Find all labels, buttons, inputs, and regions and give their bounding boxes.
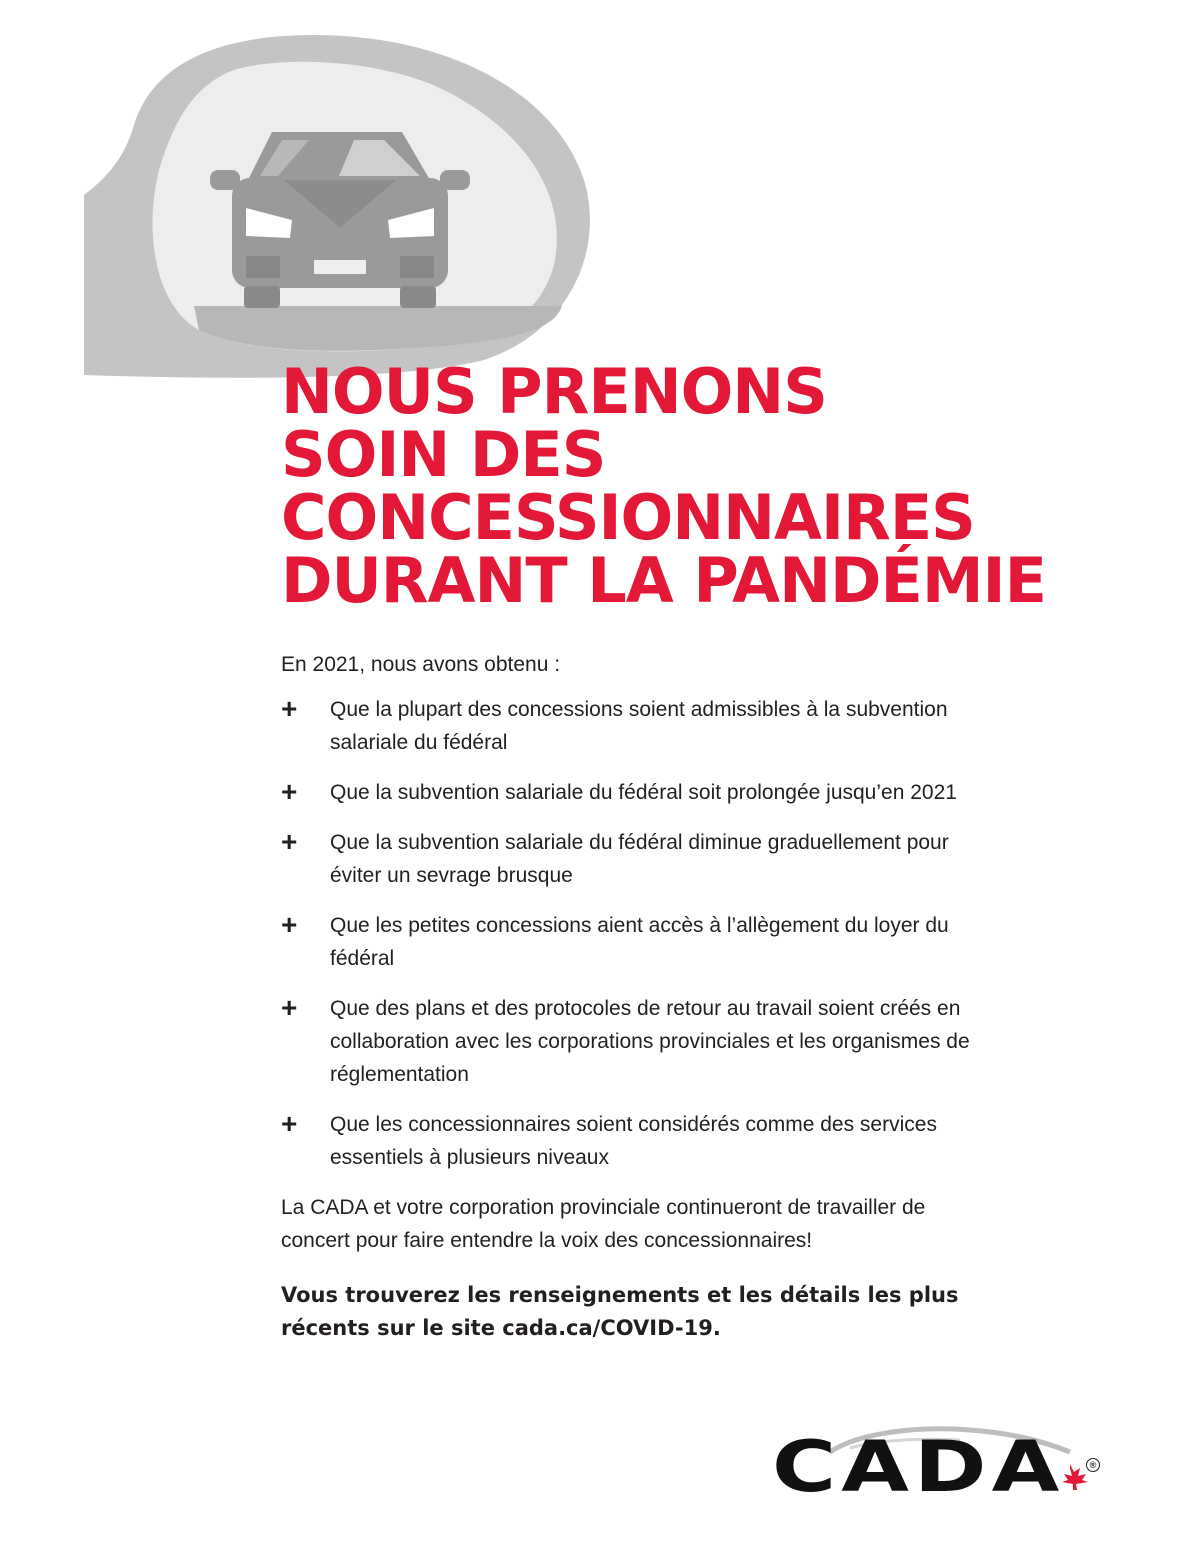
registered-mark: ® bbox=[1086, 1458, 1100, 1472]
headline-line-2: SOIN DES bbox=[281, 418, 606, 491]
plus-icon: + bbox=[281, 909, 298, 940]
plus-icon: + bbox=[281, 992, 298, 1023]
headline-line-1: NOUS PRENONS bbox=[281, 355, 827, 428]
list-item-text: Que la subvention salariale du fédéral soit prolongée jusqu’en 2021 bbox=[330, 781, 957, 804]
plus-icon: + bbox=[281, 1108, 298, 1139]
cta-text: Vous trouverez les renseignements et les détails les plus récents sur le site cada.ca/COVID-19. bbox=[281, 1283, 959, 1340]
plus-icon: + bbox=[281, 776, 298, 807]
closing-text: La CADA et votre corporation provinciale continueront de travailler de concert pour faire entendre la voix des concessionnaires! bbox=[281, 1196, 926, 1252]
side-mirror-car-illustration bbox=[84, 30, 604, 380]
achievements-list bbox=[281, 693, 1001, 1174]
list-item-text: Que les petites concessions aient accès à l’allègement du loyer du fédéral bbox=[330, 914, 949, 970]
headline bbox=[281, 355, 1046, 617]
headline-line-3: CONCESSIONNAIRES bbox=[281, 481, 975, 554]
logo-text: CADA bbox=[772, 1426, 1065, 1508]
side-mirror-icon bbox=[84, 30, 604, 380]
plus-icon: + bbox=[281, 826, 298, 857]
body-content bbox=[281, 648, 1001, 1345]
list-item bbox=[281, 776, 1001, 809]
list-item bbox=[281, 693, 1001, 759]
plus-icon: + bbox=[281, 693, 298, 724]
list-item bbox=[281, 909, 1001, 975]
cada-logo bbox=[770, 1418, 1100, 1508]
headline-line-4: DURANT LA PANDÉMIE bbox=[281, 544, 1046, 617]
intro-text: En 2021, nous avons obtenu : bbox=[281, 653, 561, 676]
list-item-text: Que la subvention salariale du fédéral diminue graduellement pour éviter un sevrage brusque bbox=[330, 831, 949, 887]
list-item bbox=[281, 1108, 1001, 1174]
list-item bbox=[281, 826, 1001, 892]
list-item bbox=[281, 992, 1001, 1091]
list-item-text: Que des plans et des protocoles de retour au travail soient créés en collaboration avec les corporations provinciales et les organismes de réglementation bbox=[330, 997, 970, 1086]
list-item-text: Que les concessionnaires soient considérés comme des services essentiels à plusieurs niveaux bbox=[330, 1113, 937, 1169]
list-item-text: Que la plupart des concessions soient admissibles à la subvention salariale du fédéral bbox=[330, 698, 948, 754]
maple-leaf-icon bbox=[1062, 1464, 1088, 1490]
